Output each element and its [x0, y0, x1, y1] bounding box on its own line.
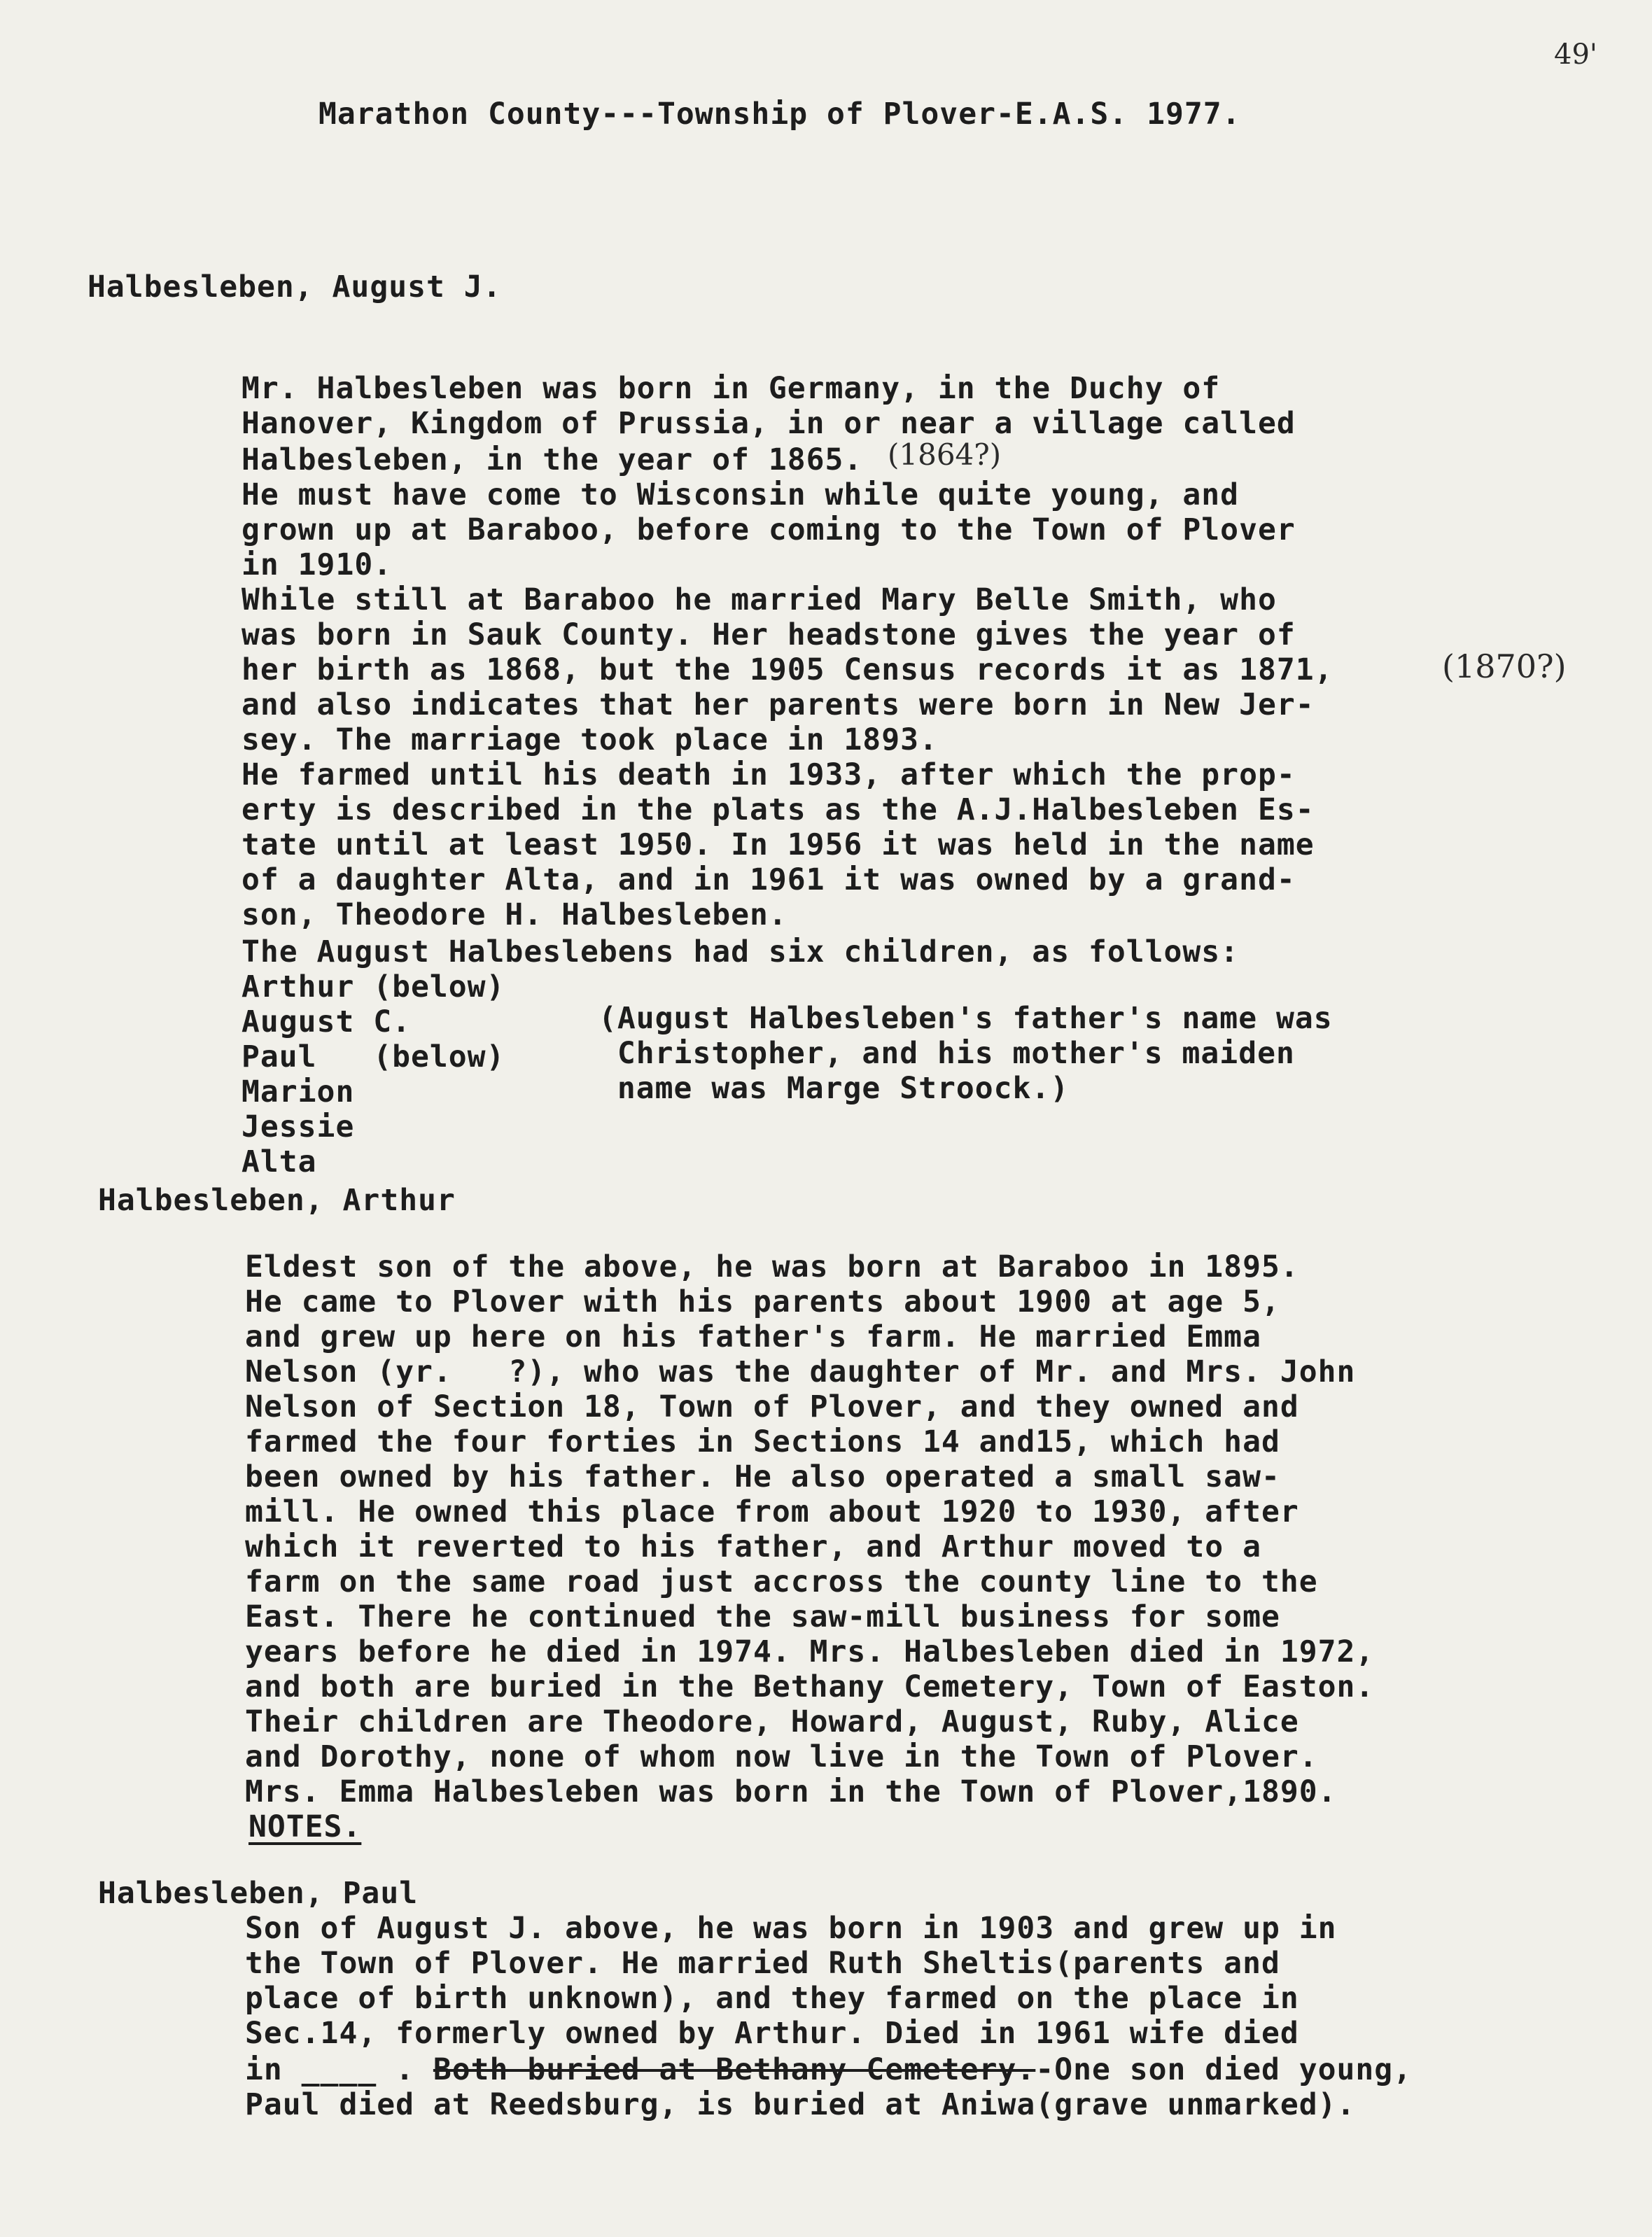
paragraph-line: Son of August J. above, he was born in 1903 and grew up in: [245, 1911, 1337, 1946]
paragraph-line: which it reverted to his father, and Arthur moved to a: [245, 1529, 1261, 1564]
paragraph-line: years before he died in 1974. Mrs. Halbesleben died in 1972,: [245, 1634, 1375, 1669]
paragraph-line: He came to Plover with his parents about 1900 at age 5,: [245, 1284, 1280, 1319]
paragraph-line: in 1910.: [241, 547, 393, 582]
paragraph-line: was born in Sauk County. Her headstone gives the year of: [241, 617, 1296, 652]
paragraph-line: farm on the same road just accross the county line to the: [245, 1564, 1318, 1599]
child-alta: Alta: [241, 1144, 317, 1179]
notes-label: NOTES.: [248, 1809, 362, 1844]
paragraph-line: and both are buried in the Bethany Cemetery, Town of Easton.: [245, 1669, 1375, 1704]
struck-burial-text: Both buried at Bethany Cemetery.: [433, 2052, 1036, 2087]
child-arthur: Arthur (below): [241, 969, 505, 1004]
paragraph-line: The August Halbeslebens had six children, as follows:: [241, 934, 1240, 969]
side-note-line: Christopher, and his mother's maiden: [598, 1036, 1295, 1071]
handwritten-note-1870: (1870?): [1442, 647, 1567, 685]
paragraph-line: East. There he continued the saw-mill business for some: [245, 1599, 1280, 1634]
side-note-line: (August Halbesleben's father's name was: [598, 1001, 1333, 1036]
paragraph-line: and Dorothy, none of whom now live in the Town of Plover.: [245, 1739, 1318, 1774]
paragraph-line: erty is described in the plats as the A.J.Halbesleben Es-: [241, 792, 1315, 827]
paragraph-line: and also indicates that her parents were born in New Jer-: [241, 687, 1315, 722]
section-heading-paul: Halbesleben, Paul: [98, 1876, 419, 1911]
child-jessie: Jessie: [241, 1109, 355, 1144]
side-note-line: name was Marge Stroock.): [598, 1071, 1070, 1106]
child-paul: Paul (below): [241, 1039, 505, 1074]
paragraph-line: While still at Baraboo he married Mary Belle Smith, who: [241, 582, 1277, 617]
child-marion: Marion: [241, 1074, 355, 1109]
paragraph-line: Mr. Halbesleben was born in Germany, in the Duchy of: [241, 371, 1221, 406]
paragraph-line: and grew up here on his father's farm. He married Emma: [245, 1319, 1261, 1354]
page-number: 49': [1554, 38, 1597, 71]
paragraph-line: Hanover, Kingdom of Prussia, in or near a village called: [241, 406, 1296, 441]
section-heading-august: Halbesleben, August J.: [88, 269, 502, 304]
paragraph-line: Nelson of Section 18, Town of Plover, and they owned and: [245, 1389, 1299, 1424]
handwritten-note-1864: (1864?): [888, 437, 1002, 472]
section-heading-arthur: Halbesleben, Arthur: [98, 1183, 456, 1218]
paragraph-line: Eldest son of the above, he was born at Baraboo in 1895.: [245, 1249, 1299, 1284]
paragraph-line: sey. The marriage took place in 1893.: [241, 722, 938, 757]
paragraph-line: Their children are Theodore, Howard, August, Ruby, Alice: [245, 1704, 1299, 1739]
paragraph-line: tate until at least 1950. In 1956 it was held in the name: [241, 827, 1315, 862]
paragraph-line: Halbesleben, in the year of 1865.: [241, 442, 863, 477]
paragraph-line: Paul died at Reedsburg, is buried at Aniwa(grave unmarked).: [245, 2087, 1356, 2122]
page-title: Marathon County---Township of Plover-E.A.S. 1977.: [318, 97, 1241, 132]
son-note: -One son died young,: [1035, 2052, 1413, 2087]
paragraph-line: farmed the four forties in Sections 14 and15, which had: [245, 1424, 1280, 1459]
blank-death-year: in ____ .: [245, 2052, 414, 2087]
paragraph-line: He must have come to Wisconsin while quite young, and: [241, 477, 1240, 512]
paragraph-line: son, Theodore H. Halbesleben.: [241, 897, 788, 932]
paragraph-line-in: [245, 2052, 1412, 2087]
paragraph-line: the Town of Plover. He married Ruth Sheltis(parents and: [245, 1946, 1280, 1981]
paragraph-line: of a daughter Alta, and in 1961 it was owned by a grand-: [241, 862, 1296, 897]
paragraph-line: grown up at Baraboo, before coming to the Town of Plover: [241, 512, 1296, 547]
paragraph-line: been owned by his father. He also operated a small saw-: [245, 1459, 1280, 1494]
paragraph-line: mill. He owned this place from about 1920 to 1930, after: [245, 1494, 1299, 1529]
paragraph-line: place of birth unknown), and they farmed on the place in: [245, 1981, 1299, 2016]
paragraph-line: He farmed until his death in 1933, after which the prop-: [241, 757, 1296, 792]
paragraph-line: Mrs. Emma Halbesleben was born in the Town of Plover,1890.: [245, 1774, 1337, 1809]
paragraph-line: Sec.14, formerly owned by Arthur. Died in 1961 wife died: [245, 2016, 1299, 2051]
paragraph-line: Nelson (yr. ?), who was the daughter of Mr. and Mrs. John: [245, 1354, 1356, 1389]
paragraph-line: her birth as 1868, but the 1905 Census records it as 1871,: [241, 652, 1334, 687]
child-august-c: August C.: [241, 1004, 411, 1039]
